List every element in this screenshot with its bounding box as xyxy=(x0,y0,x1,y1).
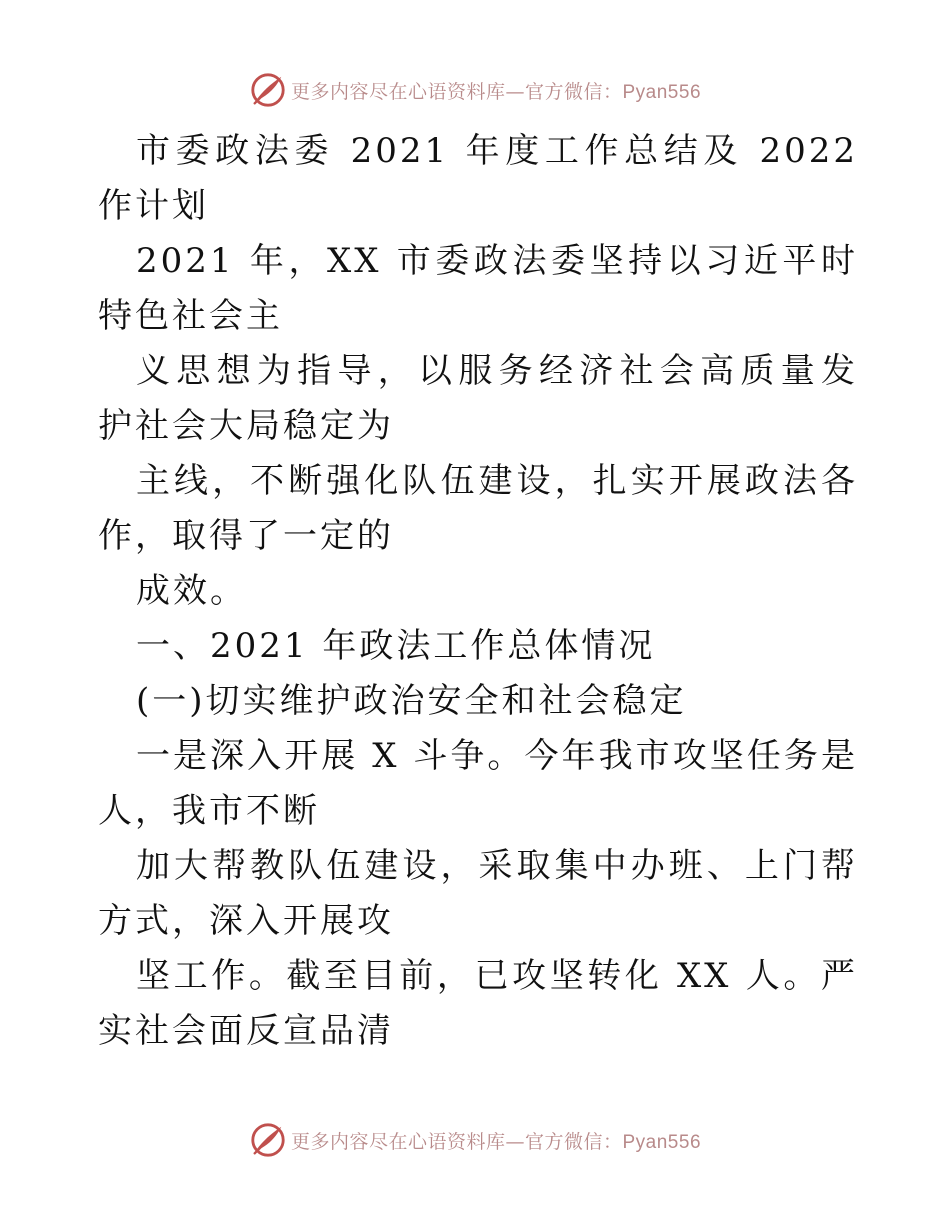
paragraph-line: 实社会面反宣品清 xyxy=(98,1011,394,1051)
paragraph-line: 一是深入开展 X 斗争。今年我市攻坚任务是 xyxy=(136,736,858,776)
wechat-id: Pyan556 xyxy=(622,1131,702,1153)
paragraph-line: 护社会大局稳定为 xyxy=(98,406,394,446)
paragraph-line: 加大帮教队伍建设，采取集中办班、上门帮 xyxy=(136,846,858,886)
paragraph-line: 坚工作。截至目前，已攻坚转化 XX 人。严 xyxy=(136,956,858,996)
paragraph-line: 2021 年，XX 市委政法委坚持以习近平时 xyxy=(136,241,858,281)
watermark-text: 更多内容尽在心语资料库—官方微信：Pyan556 xyxy=(290,1130,702,1153)
paragraph-line: 特色社会主 xyxy=(98,296,283,336)
doc-title-line-2: 作计划 xyxy=(98,186,209,226)
wechat-id: Pyan556 xyxy=(622,81,702,103)
header-watermark-banner xyxy=(0,68,950,112)
footer-watermark-banner xyxy=(0,1118,950,1162)
paragraph-line: 主线，不断强化队伍建设，扎实开展政法各 xyxy=(136,461,858,501)
paragraph-line: 方式，深入开展攻 xyxy=(98,901,394,941)
paragraph-line: 人，我市不断 xyxy=(98,791,320,831)
subsection-heading: (一)切实维护政治安全和社会稳定 xyxy=(136,681,687,721)
document-body xyxy=(98,124,858,1059)
doc-title-line-1: 市委政法委 2021 年度工作总结及 2022 xyxy=(136,131,858,171)
paragraph-line: 作，取得了一定的 xyxy=(98,516,394,556)
section-heading: 一、2021 年政法工作总体情况 xyxy=(136,626,656,666)
quill-logo-icon xyxy=(249,71,287,109)
watermark-text: 更多内容尽在心语资料库—官方微信：Pyan556 xyxy=(290,80,702,103)
paragraph-line: 义思想为指导，以服务经济社会高质量发 xyxy=(136,351,858,391)
quill-logo-icon xyxy=(249,1121,287,1159)
paragraph-line: 成效。 xyxy=(136,571,247,611)
